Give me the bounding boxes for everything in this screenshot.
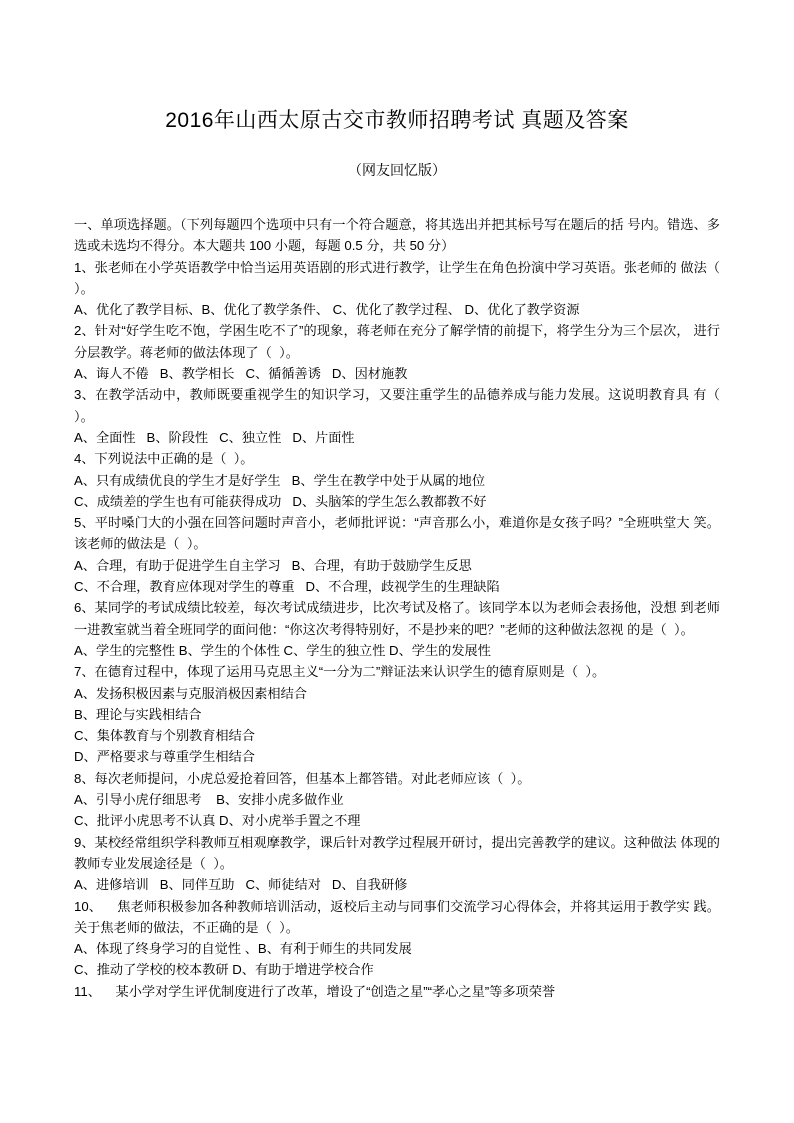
paragraph: A、只有成绩优良的学生才是好学生 B、学生在教学中处于从属的地位 [74, 472, 486, 488]
paragraph: A、诲人不倦 B、教学相长 C、循循善诱 D、因材施教 [74, 366, 408, 382]
paragraph: 4、下列说法中正确的是（ ）。 [74, 451, 254, 467]
paragraph: 3、在教学活动中，教师既要重视学生的知识学习，又要注重学生的品德养成与能力发展。这说明教育具 有（ ）。 [74, 387, 728, 424]
paragraph: A、学生的完整性 B、学生的个体性 C、学生的独立性 D、学生的发展性 [74, 642, 491, 658]
paragraph: A、全面性 B、阶段性 C、独立性 D、片面性 [74, 429, 355, 445]
paragraph: 7、在德育过程中，体现了运用马克思主义“一分为二”辩证法来认识学生的德育原则是（ ）。 [74, 664, 606, 680]
paragraph: A、引导小虎仔细思考 B、安排小虎多做作业 [74, 792, 344, 808]
paragraph: A、体现了终身学习的自觉性 、B、有利于师生的共同发展 [74, 941, 412, 957]
page-title: 2016年山西太原古交市教师招聘考试 真题及答案 [165, 109, 629, 132]
paragraph: 一、单项选择题。（下列每题四个选项中只有一个符合题意，将其选出并把其标号写在题后的括 号内。错选、多选或未选均不得分。本大题共 100 小题，每题 0.5 分，共 50 分） [74, 217, 720, 254]
document-body [74, 214, 728, 1002]
page-subtitle: （网友回忆版） [348, 162, 446, 178]
paragraph: C、推动了学校的校本教研 D、有助于增进学校合作 [74, 962, 374, 978]
paragraph: 1、张老师在小学英语教学中恰当运用英语剧的形式进行教学，让学生在角色扮演中学习英语。张老师的 做法（ ）。 [74, 259, 728, 296]
paragraph: A、进修培训 B、同伴互助 C、师徒结对 D、自我研修 [74, 877, 408, 893]
paragraph: 2、针对“好学生吃不饱，学困生吃不了”的现象，蒋老师在充分了解学情的前提下，将学生分为三个层次， 进行分层教学。蒋老师的做法体现了（ ）。 [74, 323, 720, 360]
paragraph: C、批评小虎思考不认真 D、对小虎举手置之不理 [74, 813, 361, 829]
paragraph: 6、某同学的考试成绩比较差，每次考试成绩进步，比次考试及格了。该同学本以为老师会表扬他，没想 到老师一进教室就当着全班同学的面问他：“你这次考得特别好，不是抄来的吧？”老师的这种做法忽视 的是（ ）。 [74, 600, 720, 637]
paragraph: C、成绩差的学生也有可能获得成功 D、头脑笨的学生怎么教都教不好 [74, 493, 487, 509]
paragraph: B、理论与实践相结合 [74, 706, 202, 722]
paragraph: 9、某校经常组织学科教师互相观摩教学，课后针对教学过程展开研讨，提出完善教学的建议。这种做法 体现的教师专业发展途径是（ ）。 [74, 834, 720, 871]
paragraph: 10、 焦老师积极参加各种教师培训活动，返校后主动与同事们交流学习心得体会，并将其运用于教学实 践。关于焦老师的做法，不正确的是（ ）。 [74, 898, 720, 935]
paragraph: 11、 某小学对学生评优制度进行了改革，增设了“创造之星”“孝心之星”等多项荣誉 [74, 983, 556, 999]
paragraph: A、合理，有助于促进学生自主学习 B、合理，有助于鼓励学生反思 [74, 557, 472, 573]
paragraph: D、严格要求与尊重学生相结合 [74, 749, 255, 765]
paragraph: 8、每次老师提问，小虎总爱抢着回答，但基本上都答错。对此老师应该（ ）。 [74, 770, 531, 786]
paragraph: C、集体教育与个别教育相结合 [74, 728, 255, 744]
paragraph: 5、平时嗓门大的小强在回答问题时声音小，老师批评说：“声音那么小，难道你是女孩子吗？”全班哄堂大 笑。该老师的做法是（ ）。 [74, 515, 720, 552]
paragraph: C、不合理，教育应体现对学生的尊重 D、不合理，歧视学生的生理缺陷 [74, 579, 500, 595]
paragraph: A、发扬积极因素与克服消极因素相结合 [74, 685, 307, 701]
paragraph: A、优化了教学目标、B、优化了教学条件、 C、优化了教学过程、 D、优化了教学资源 [74, 302, 580, 318]
